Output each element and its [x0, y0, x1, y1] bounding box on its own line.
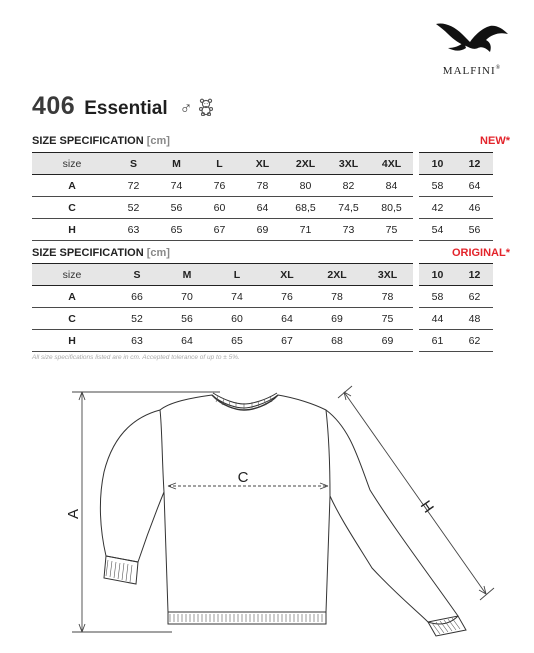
size-col-header: S — [112, 264, 162, 286]
table-cell: 46 — [456, 197, 493, 219]
table-header-row — [32, 153, 493, 175]
table-cell: 62 — [456, 286, 493, 308]
teddy-bear-icon — [198, 98, 214, 121]
table-cell: 67 — [262, 330, 312, 352]
table-cell: 80 — [284, 175, 327, 197]
table-cell: 56 — [162, 308, 212, 330]
table-cell: 66 — [112, 286, 162, 308]
table-cell: 82 — [327, 175, 370, 197]
table-row — [32, 286, 493, 308]
kid-size-col-header: 12 — [456, 264, 493, 286]
table-cell: 80,5 — [370, 197, 413, 219]
table-cell: 76 — [262, 286, 312, 308]
size-col-header: M — [162, 264, 212, 286]
size-col-header: XL — [262, 264, 312, 286]
size-header-label: size — [32, 264, 112, 286]
table-cell: 84 — [370, 175, 413, 197]
spec-new-heading: SIZE SPECIFICATION [cm] NEW* — [32, 135, 510, 147]
product-code: 406 — [32, 92, 76, 120]
table-cell: 78 — [312, 286, 362, 308]
table-cell: 60 — [212, 308, 262, 330]
table-cell: 64 — [456, 175, 493, 197]
table-cell: 56 — [155, 197, 198, 219]
row-label: H — [32, 219, 112, 241]
table-cell: 69 — [241, 219, 284, 241]
brand-logo — [426, 18, 518, 80]
row-label: C — [32, 197, 112, 219]
table-cell: 70 — [162, 286, 212, 308]
table-cell: 64 — [162, 330, 212, 352]
brand-wordmark: MALFINI® — [442, 65, 502, 77]
table-cell: 76 — [198, 175, 241, 197]
size-table-original — [32, 263, 493, 352]
product-title — [32, 92, 214, 122]
table-cell: 78 — [241, 175, 284, 197]
eagle-icon — [434, 18, 510, 62]
table-cell: 65 — [155, 219, 198, 241]
table-cell: 74,5 — [327, 197, 370, 219]
size-col-header: 2XL — [312, 264, 362, 286]
table-cell: 75 — [362, 308, 413, 330]
kid-size-col-header: 12 — [456, 153, 493, 175]
table-cell: 68 — [312, 330, 362, 352]
table-cell: 64 — [262, 308, 312, 330]
table-cell: 44 — [419, 308, 456, 330]
table-cell: 52 — [112, 308, 162, 330]
size-col-header: XL — [241, 153, 284, 175]
table-cell: 58 — [419, 286, 456, 308]
table-cell: 67 — [198, 219, 241, 241]
size-col-header: S — [112, 153, 155, 175]
kid-size-col-header: 10 — [419, 153, 456, 175]
table-row — [32, 308, 493, 330]
table-cell: 62 — [456, 330, 493, 352]
row-label: C — [32, 308, 112, 330]
dimension-label-h: H — [416, 497, 437, 517]
table-cell: 69 — [362, 330, 413, 352]
size-col-header: L — [198, 153, 241, 175]
table-cell: 64 — [241, 197, 284, 219]
table-cell: 52 — [112, 197, 155, 219]
table-row — [32, 175, 493, 197]
table-cell: 63 — [112, 330, 162, 352]
table-cell: 65 — [212, 330, 262, 352]
size-col-header: 2XL — [284, 153, 327, 175]
row-label: A — [32, 175, 112, 197]
table-row — [32, 330, 493, 352]
table-cell: 74 — [155, 175, 198, 197]
table-cell: 60 — [198, 197, 241, 219]
size-header-label: size — [32, 153, 112, 175]
size-table-new — [32, 152, 493, 241]
size-col-header: L — [212, 264, 262, 286]
table-cell: 73 — [327, 219, 370, 241]
table-cell: 69 — [312, 308, 362, 330]
table-cell: 63 — [112, 219, 155, 241]
kid-size-col-header: 10 — [419, 264, 456, 286]
table-cell: 61 — [419, 330, 456, 352]
new-badge: NEW* — [480, 135, 510, 147]
table-cell: 48 — [456, 308, 493, 330]
table-cell: 74 — [212, 286, 262, 308]
table-row — [32, 219, 493, 241]
table-cell: 78 — [362, 286, 413, 308]
table-cell: 56 — [456, 219, 493, 241]
sweatshirt-outline — [100, 395, 458, 624]
table-cell: 71 — [284, 219, 327, 241]
table-cell: 72 — [112, 175, 155, 197]
table-cell: 54 — [419, 219, 456, 241]
dimension-label-c: C — [237, 469, 249, 486]
size-col-header: 3XL — [327, 153, 370, 175]
table-cell: 75 — [370, 219, 413, 241]
tolerance-note: All size specifications listed are in cm. Accepted tolerance of up to ± 5%. — [32, 354, 240, 361]
table-row — [32, 197, 493, 219]
original-badge: ORIGINAL* — [451, 247, 510, 259]
table-cell: 68,5 — [284, 197, 327, 219]
size-col-header: M — [155, 153, 198, 175]
table-cell: 58 — [419, 175, 456, 197]
sweatshirt-diagram — [0, 380, 534, 653]
table-header-row — [32, 264, 493, 286]
row-label: H — [32, 330, 112, 352]
product-name: Essential — [84, 98, 168, 119]
spec-original-heading: SIZE SPECIFICATION [cm] ORIGINAL* — [32, 247, 510, 259]
size-col-header: 3XL — [362, 264, 413, 286]
male-icon: ♂ — [179, 99, 193, 118]
row-label: A — [32, 286, 112, 308]
table-cell: 42 — [419, 197, 456, 219]
size-col-header: 4XL — [370, 153, 413, 175]
dimension-label-a: A — [65, 508, 82, 520]
